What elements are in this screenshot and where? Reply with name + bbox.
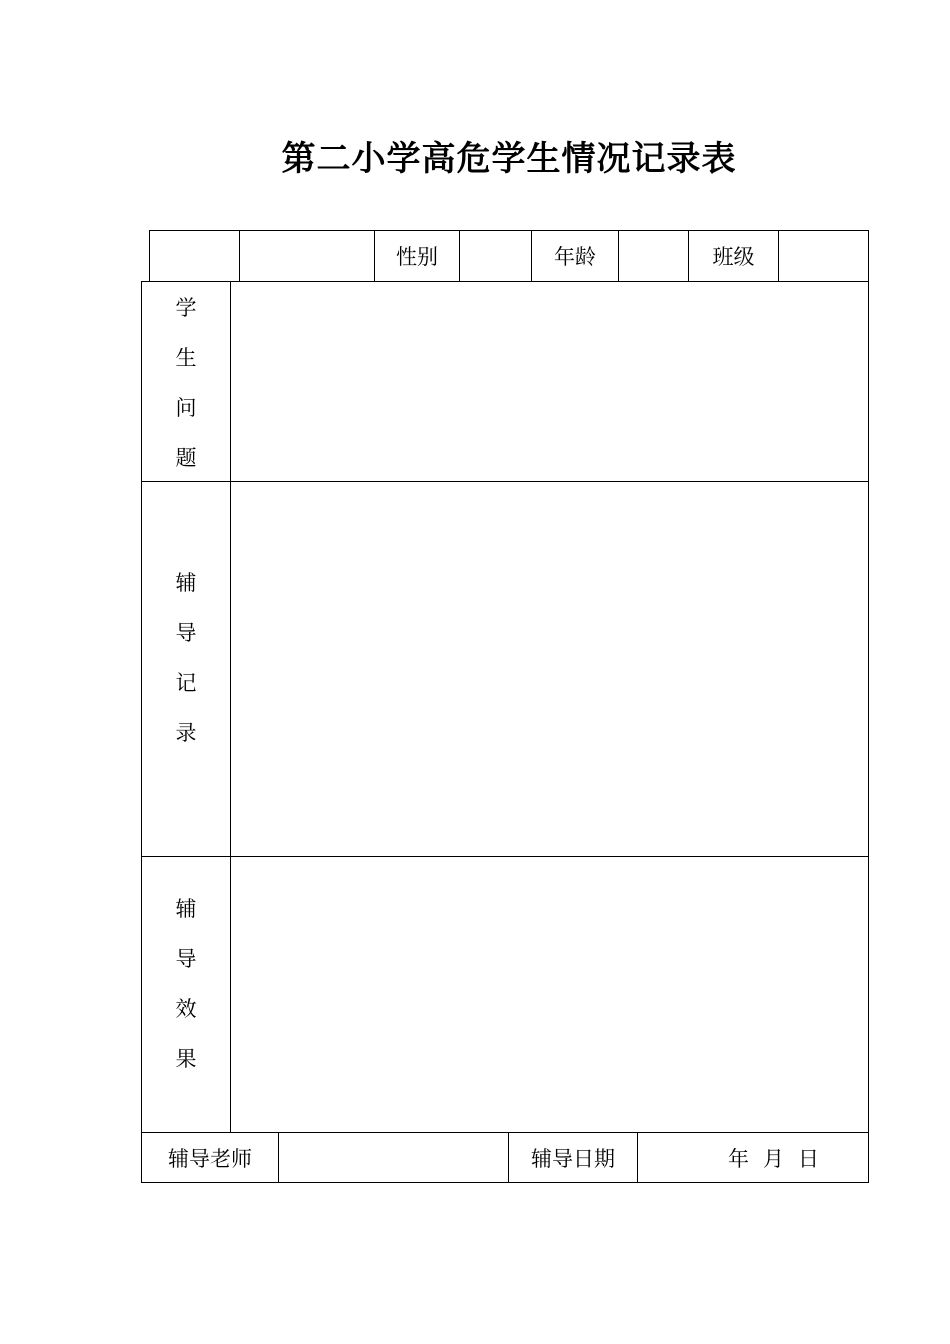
section-label-char: 辅 [175, 571, 197, 595]
teacher-label: 辅导老师 [168, 1146, 252, 1171]
section-label-char: 效 [175, 997, 197, 1021]
section-label-char: 导 [175, 947, 197, 971]
name-label [150, 231, 239, 281]
section-label-char: 果 [175, 1047, 197, 1071]
page-title: 第二小学高危学生情况记录表 [281, 139, 737, 179]
teacher-field[interactable] [279, 1133, 508, 1182]
section-label-char: 生 [175, 346, 197, 370]
section-label-char: 导 [175, 621, 197, 645]
section-label-char: 问 [175, 396, 197, 420]
gender-label: 性别 [396, 245, 438, 269]
table-border-right [868, 230, 869, 1183]
section-label-student-problem [142, 283, 230, 483]
date-day-label: 日 [798, 1146, 819, 1171]
date-field[interactable] [638, 1133, 868, 1182]
section-label-char: 题 [175, 446, 197, 470]
section-label-char: 录 [175, 721, 197, 745]
counseling-record-field[interactable] [231, 482, 868, 856]
section-label-counseling-effect [142, 884, 230, 1084]
section-label-char: 辅 [175, 897, 197, 921]
class-field[interactable] [779, 231, 868, 281]
name-field[interactable] [240, 231, 374, 281]
class-label: 班级 [712, 245, 755, 269]
date-month-label: 月 [763, 1146, 784, 1171]
section-label-counseling-record [142, 558, 230, 758]
date-year-label: 年 [728, 1146, 749, 1171]
counseling-effect-field[interactable] [231, 857, 868, 1132]
gender-field[interactable] [460, 231, 531, 281]
date-label: 辅导日期 [531, 1146, 615, 1171]
age-label: 年龄 [554, 245, 596, 269]
student-problem-field[interactable] [231, 282, 868, 481]
section-label-char: 记 [175, 671, 197, 695]
age-field[interactable] [619, 231, 688, 281]
section-label-char: 学 [175, 296, 197, 320]
table-border-bottom [141, 1182, 869, 1183]
